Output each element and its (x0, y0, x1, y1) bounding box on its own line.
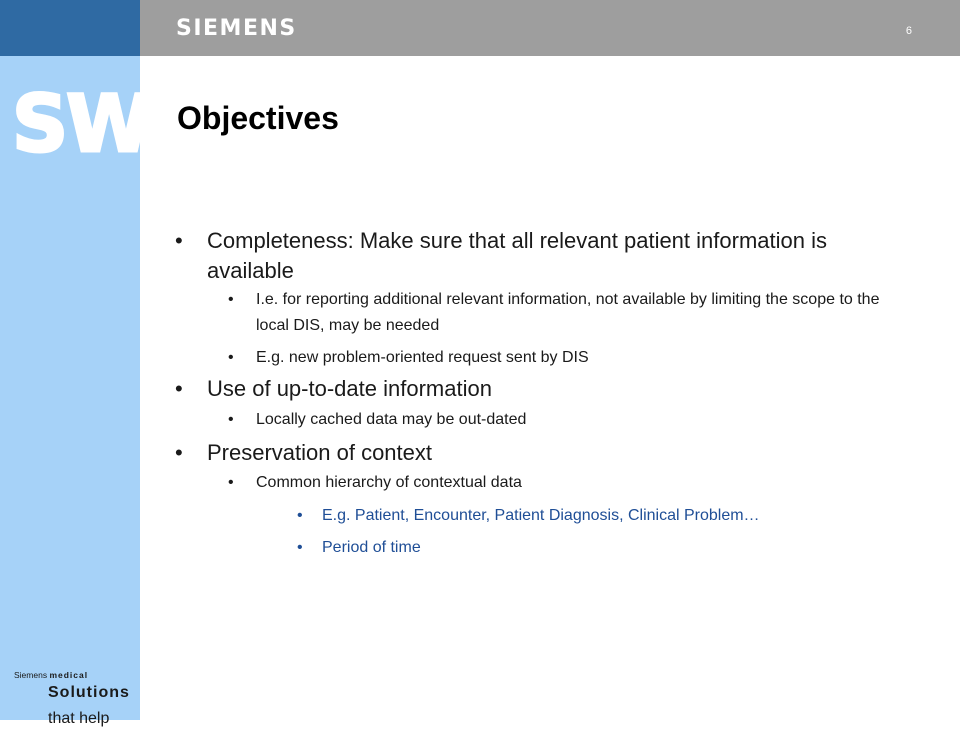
bullet-dot: • (297, 507, 303, 524)
sidebar-top-block (0, 0, 140, 56)
bullet-dot: • (175, 440, 183, 465)
tagline-solutions: Solutions (48, 684, 130, 701)
bullet-item (228, 407, 888, 433)
bullet-text: Use of up-to-date information (207, 376, 492, 401)
bullet-item (228, 287, 888, 339)
bullet-item (177, 374, 877, 404)
bullet-text: Common hierarchy of contextual data (256, 474, 522, 491)
bullet-item (177, 438, 877, 468)
bullet-dot: • (175, 228, 183, 253)
header-bar (140, 0, 960, 56)
tagline (14, 670, 140, 732)
tagline-that-help: that help (48, 710, 110, 727)
bullet-dot: • (228, 291, 234, 308)
slide-title: Objectives (177, 100, 339, 136)
page-number: 6 (905, 25, 912, 37)
tagline-siemens: Siemens (14, 670, 50, 680)
bullet-dot: • (228, 474, 234, 491)
bullet-text: E.g. Patient, Encounter, Patient Diagnosis, Clinical Problem… (322, 507, 760, 524)
bullet-item (228, 470, 888, 496)
sw-logo: SW (12, 80, 151, 170)
siemens-logo: SIEMENS (176, 16, 297, 41)
bullet-dot: • (297, 539, 303, 556)
sidebar (0, 0, 151, 727)
bullet-dot: • (228, 411, 234, 428)
bullet-text: Preservation of context (207, 440, 433, 465)
bullet-dot: • (175, 376, 183, 401)
bullet-text: Completeness: Make sure that all relevant patient information is available (207, 228, 827, 283)
bullet-item (177, 226, 877, 286)
bullet-item (297, 503, 937, 529)
bullet-item (228, 345, 888, 371)
bullet-text: Period of time (322, 539, 421, 556)
bullet-dot: • (228, 349, 234, 366)
bullet-text: Locally cached data may be out-dated (256, 411, 527, 428)
tagline-medical: medical (49, 670, 89, 680)
bullet-text: E.g. new problem-oriented request sent by DIS (256, 349, 589, 366)
bullet-item (297, 535, 937, 561)
bullet-text: I.e. for reporting additional relevant information, not available by limiting the scope to the local DIS, may be needed (256, 291, 880, 334)
